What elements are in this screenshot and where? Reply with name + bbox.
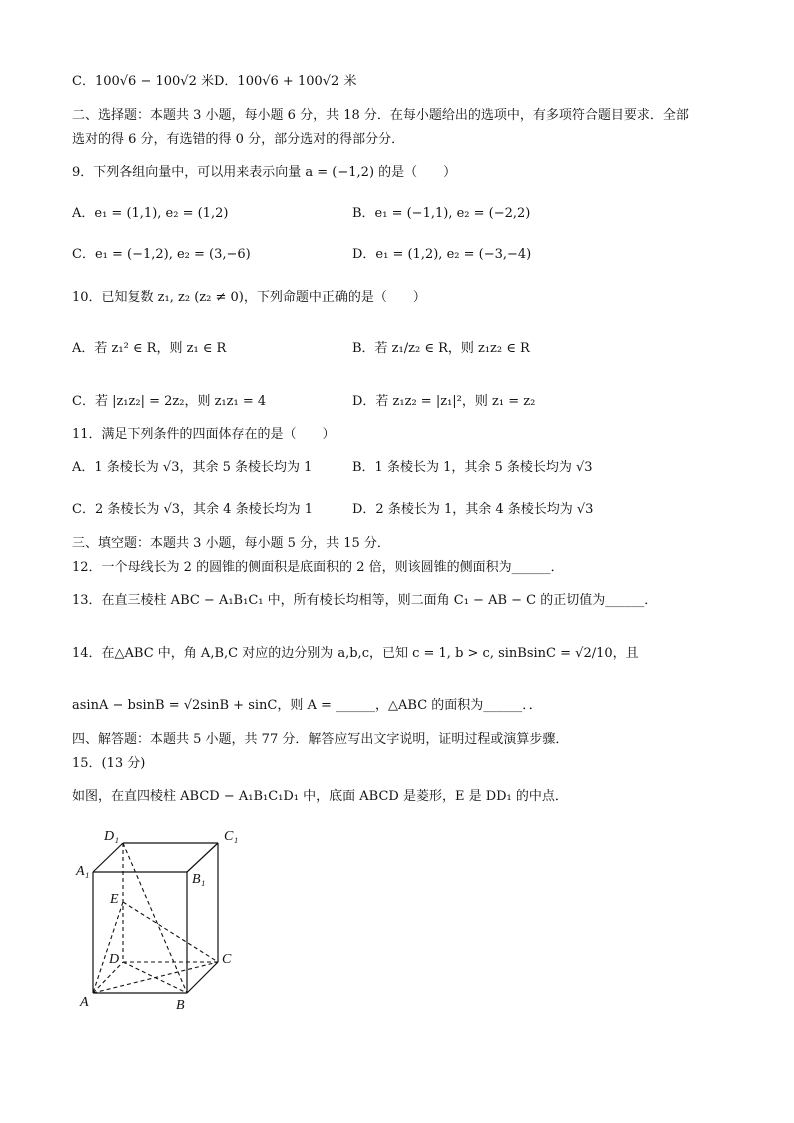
q10-option-d: D．若 z₁z₂ = |z₁|²，则 z₁ = z₂ (352, 394, 536, 409)
diag-d-b (123, 962, 187, 993)
q11-option-d: D．2 条棱长为 1，其余 4 条棱长均为 √3 (352, 502, 594, 517)
q11-option-b: B．1 条棱长为 1，其余 5 条棱长均为 √3 (352, 460, 593, 475)
q13-text: 13．在直三棱柱 ABC − A₁B₁C₁ 中，所有棱长均相等，则二面角 C₁ − AB − C 的正切值为______． (72, 593, 658, 608)
label-a1: A₁ (76, 864, 90, 879)
q15-header: 15．(13 分) (72, 756, 146, 771)
label-e: E (110, 892, 119, 907)
label-b: B (176, 998, 185, 1013)
q10-option-a: A．若 z₁² ∈ R，则 z₁ ∈ R (72, 341, 227, 356)
q8-option-c: C．100√6 − 100√2 米 (72, 74, 214, 89)
q11-option-a: A．1 条棱长为 √3，其余 5 条棱长均为 1 (72, 460, 313, 475)
q10-stem: 10．已知复数 z₁, z₂ (z₂ ≠ 0)，下列命题中正确的是（ ） (72, 290, 426, 305)
section2-heading-line1: 二、选择题：本题共 3 小题，每小题 6 分，共 18 分．在每小题给出的选项中，有多项符合题目要求．全部 (72, 108, 689, 123)
q9-option-a: A．e₁ = (1,1), e₂ = (1,2) (72, 206, 229, 221)
q14-line1: 14．在△ABC 中，角 A,B,C 对应的边分别为 a,b,c，已知 c = 1, b > c, sinBsinC = √2/10，且 (72, 646, 639, 661)
q10-option-b: B．若 z₁/z₂ ∈ R，则 z₁z₂ ∈ R (352, 341, 530, 356)
label-c: C (222, 952, 232, 967)
label-d1: D₁ (104, 829, 119, 844)
edge-b-c (187, 962, 218, 993)
edge-a1-d1 (93, 843, 123, 872)
section3-heading: 三、填空题：本题共 3 小题，每小题 5 分，共 15 分． (72, 536, 390, 551)
label-a: A (80, 995, 89, 1010)
diag-a-c (93, 962, 218, 993)
section4-heading: 四、解答题：本题共 5 小题，共 77 分．解答应写出文字说明，证明过程或演算步骤． (72, 732, 569, 747)
label-c1: C₁ (224, 829, 239, 844)
seg-e-a (93, 902, 123, 993)
seg-d1-b (123, 843, 187, 993)
q15-stem: 如图，在直四棱柱 ABCD − A₁B₁C₁D₁ 中，底面 ABCD 是菱形，E 是 DD₁ 的中点． (72, 789, 568, 804)
q11-stem: 11．满足下列条件的四面体存在的是（ ） (72, 427, 336, 442)
q10-option-c: C．若 |z₁z₂| = 2z₂，则 z₁z₁ = 4 (72, 394, 267, 409)
q9-option-c: C．e₁ = (−1,2), e₂ = (3,−6) (72, 247, 251, 262)
q14-line2: asinA − bsinB = √2sinB + sinC，则 A = ______，△ABC 的面积为______．． (72, 698, 542, 713)
q12-text: 12．一个母线长为 2 的圆锥的侧面积是底面积的 2 倍，则该圆锥的侧面积为______． (72, 560, 564, 575)
q9-option-d: D．e₁ = (1,2), e₂ = (−3,−4) (352, 247, 532, 262)
edge-b1-c1 (187, 843, 218, 872)
q9-stem: 9．下列各组向量中，可以用来表示向量 a = (−1,2) 的是（ ） (72, 165, 457, 180)
label-d: D (109, 952, 120, 967)
q9-option-b: B．e₁ = (−1,1), e₂ = (−2,2) (352, 206, 531, 221)
label-b1: B₁ (192, 872, 206, 887)
q8-option-d: D．100√6 + 100√2 米 (214, 74, 357, 89)
section2-heading-line2: 选对的得 6 分，有选错的得 0 分，部分选对的得部分分． (72, 132, 405, 147)
q11-option-c: C．2 条棱长为 √3，其余 4 条棱长均为 1 (72, 502, 313, 517)
edge-a-d (93, 962, 123, 993)
seg-e-c (123, 902, 218, 962)
